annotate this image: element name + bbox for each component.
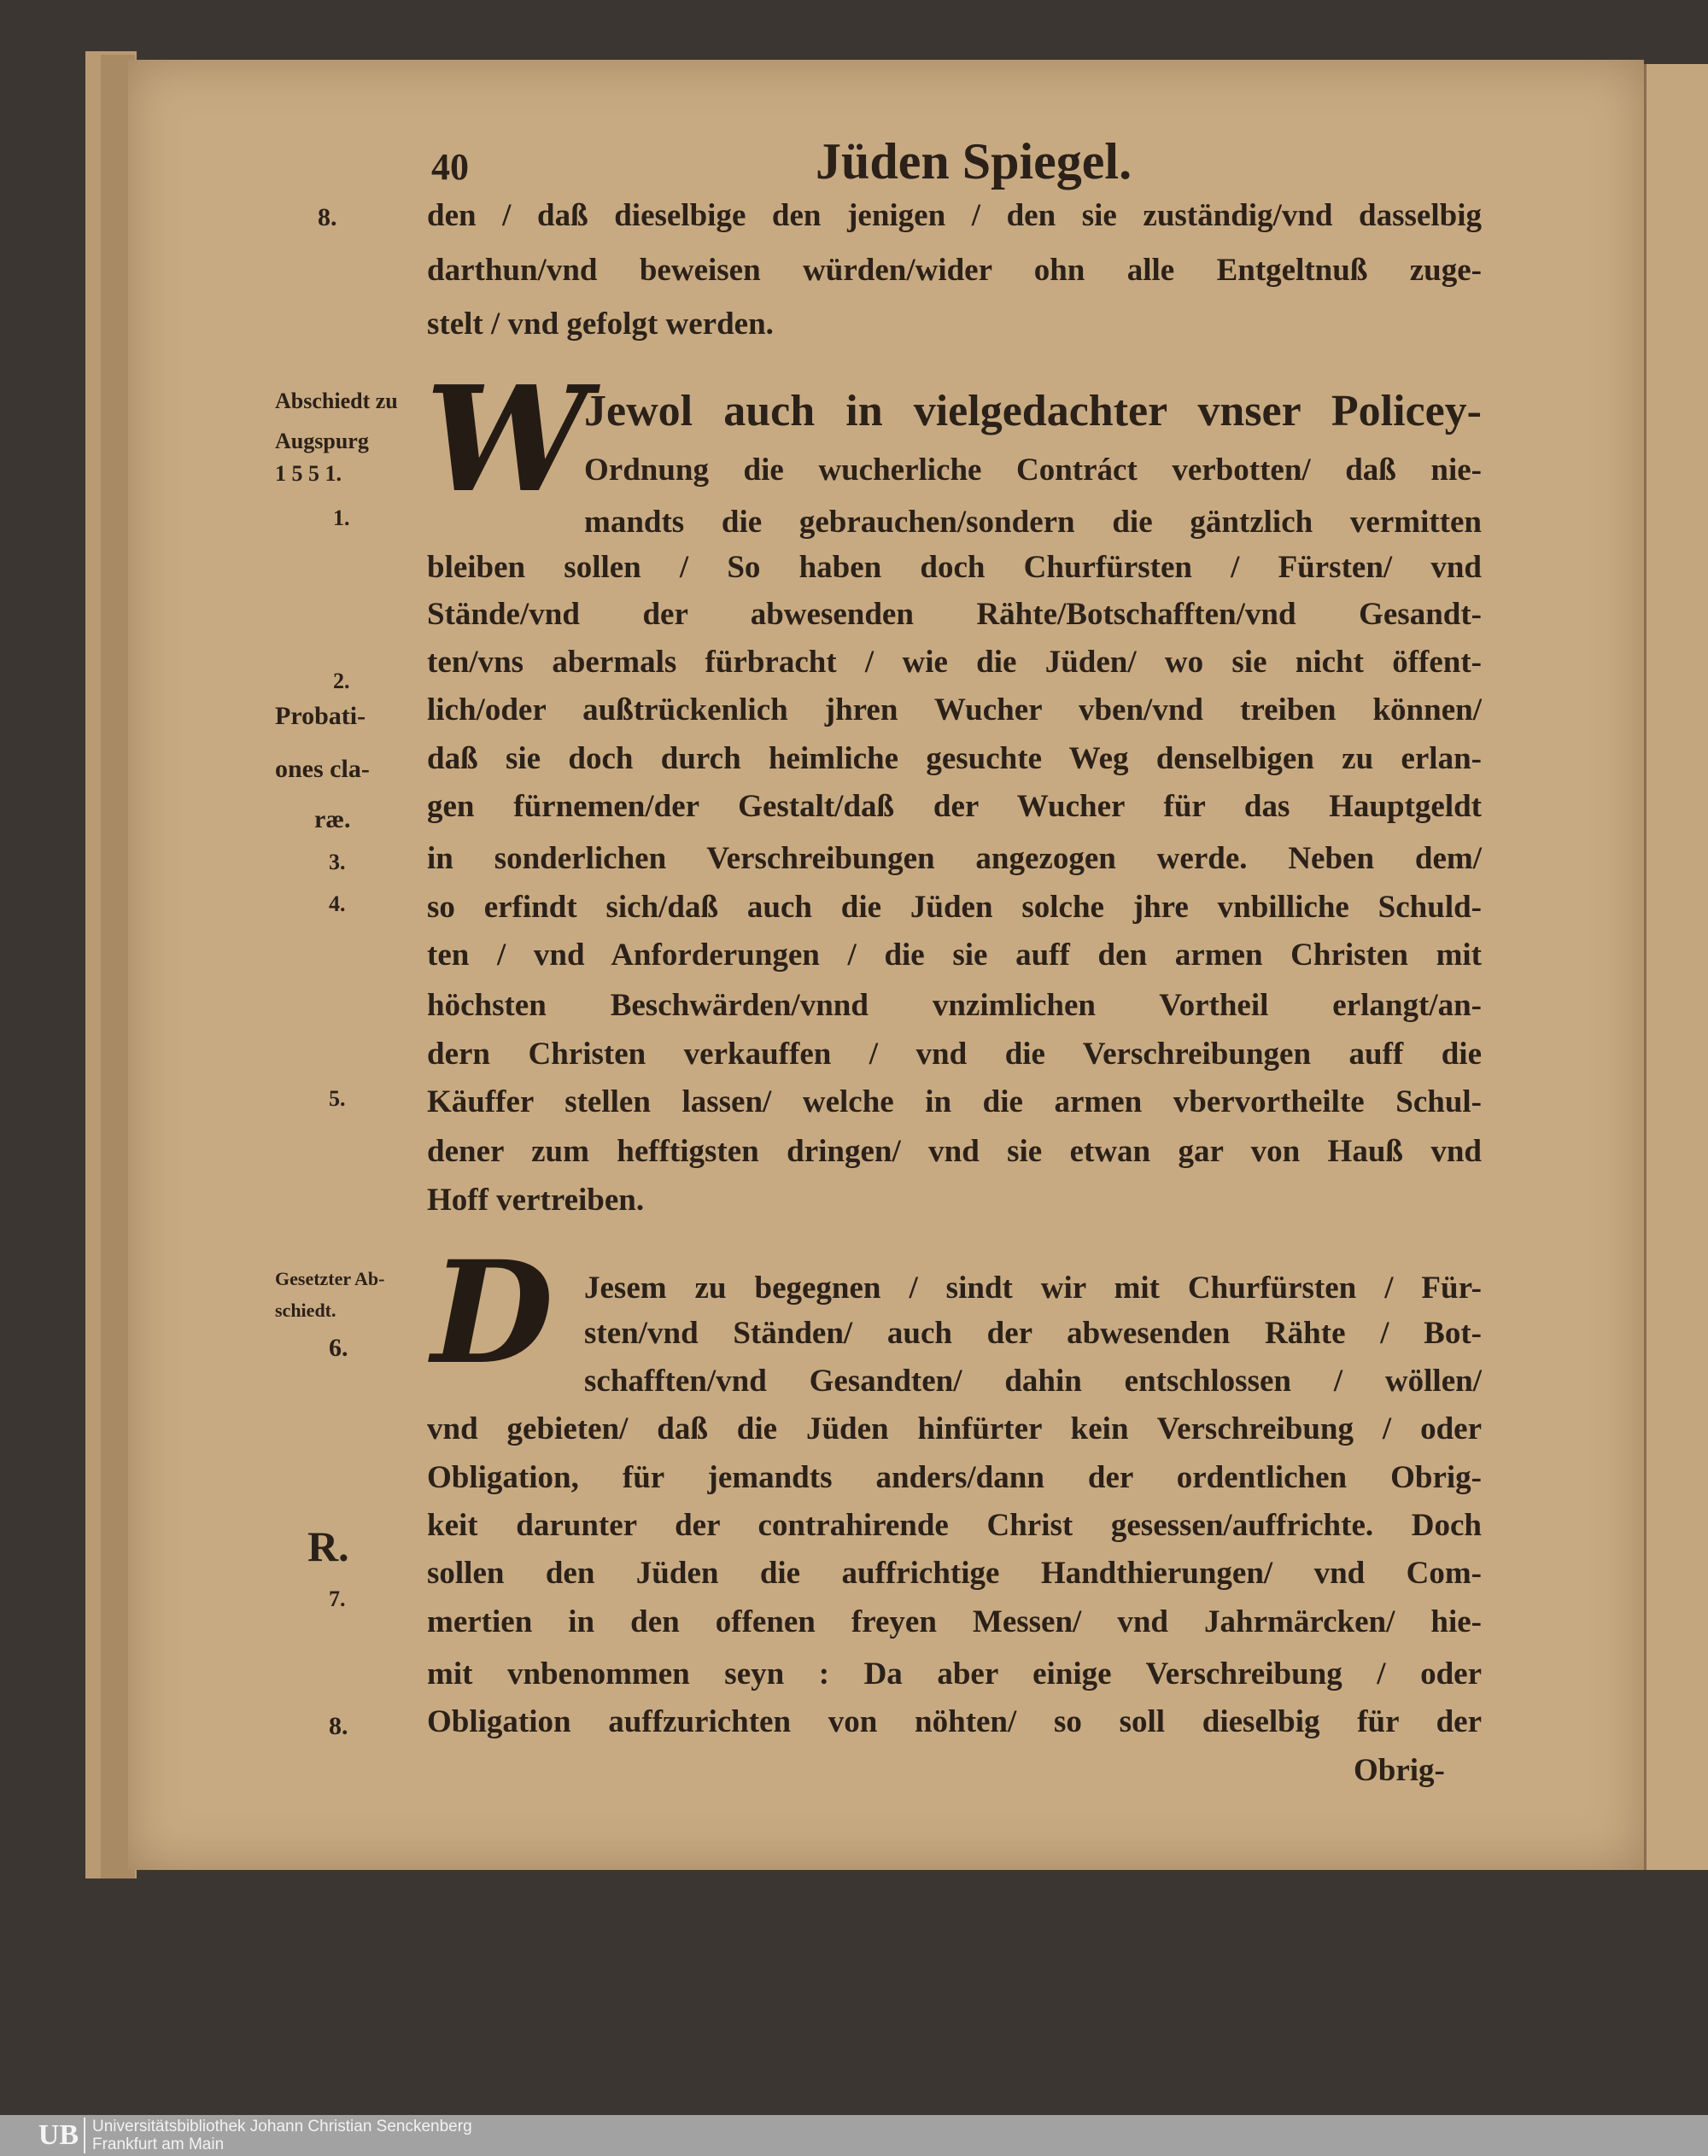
margin-note: Probati- bbox=[275, 702, 366, 730]
margin-note: schiedt. bbox=[275, 1300, 336, 1321]
margin-note: 4. bbox=[329, 891, 346, 916]
margin-note: Gesetzter Ab- bbox=[275, 1268, 385, 1289]
facing-page-edge bbox=[1644, 64, 1708, 1870]
ub-logo: UB bbox=[3, 2118, 85, 2153]
text-line: lich/oder außtrückenlich jhren Wucher vben/vnd treiben können/ bbox=[427, 692, 1482, 727]
text-line: Käuffer stellen lassen/ welche in die armen vbervortheilte Schul- bbox=[427, 1084, 1482, 1119]
text-line: dern Christen verkauffen / vnd die Verschreibungen auff die bbox=[427, 1037, 1482, 1072]
text-line: mertien in den offenen freyen Messen/ vnd Jahrmärcken/ hie- bbox=[427, 1604, 1482, 1639]
margin-note: 5. bbox=[329, 1086, 346, 1111]
text-line: mit vnbenommen seyn : Da aber einige Verschreibung / oder bbox=[427, 1656, 1482, 1691]
drop-cap-d: D bbox=[431, 1230, 554, 1395]
margin-note: 1. bbox=[333, 505, 350, 530]
margin-note: R. bbox=[307, 1522, 349, 1570]
text-line: Obligation, für jemandts anders/dann der ordentlichen Obrig- bbox=[427, 1460, 1482, 1495]
text-line: gen fürnemen/der Gestalt/daß der Wucher für das Hauptgeldt bbox=[427, 789, 1482, 824]
text-line: Stände/vnd der abwesenden Rähte/Botschafften/vnd Gesandt- bbox=[427, 597, 1482, 632]
margin-note: ræ. bbox=[314, 805, 351, 833]
margin-note: Augspurg bbox=[275, 429, 369, 453]
text-line: stelt / vnd gefolgt werden. bbox=[427, 307, 774, 342]
text-line: keit darunter der contrahirende Christ gesessen/auffrichte. Doch bbox=[427, 1508, 1482, 1543]
text-line: daß sie doch durch heimliche gesuchte Weg denselbigen zu erlan- bbox=[427, 741, 1482, 776]
text-line: Ordnung die wucherliche Contráct verbotten/ daß nie- bbox=[584, 453, 1482, 488]
text-line: ten / vnd Anforderungen / die sie auff den armen Christen mit bbox=[427, 938, 1482, 973]
text-line: Jewol auch in vielgedachter vnser Policey- bbox=[584, 387, 1482, 435]
margin-note: 3. bbox=[329, 850, 346, 874]
margin-note: Abschiedt zu bbox=[275, 389, 398, 413]
text-line: mandts die gebrauchen/sondern die gäntzlich vermitten bbox=[584, 505, 1482, 540]
library-name: Universitätsbibliothek Johann Christian Senckenberg bbox=[92, 2118, 472, 2136]
text-line: darthun/vnd beweisen würden/wider ohn alle Entgeltnuß zuge- bbox=[427, 253, 1482, 288]
drop-cap-w: W bbox=[425, 354, 588, 525]
text-line: Jesem zu begegnen / sindt wir mit Churfürsten / Für- bbox=[584, 1271, 1482, 1306]
text-line: dener zum hefftigsten dringen/ vnd sie etwan gar von Hauß vnd bbox=[427, 1134, 1482, 1169]
text-line: den / daß dieselbige den jenigen / den sie zuständig/vnd dasselbig bbox=[427, 198, 1482, 233]
text-line: so erfindt sich/daß auch die Jüden solche jhre vnbilliche Schuld- bbox=[427, 890, 1482, 925]
text-line: sollen den Jüden die auffrichtige Handthierungen/ vnd Com- bbox=[427, 1556, 1482, 1591]
margin-note: 2. bbox=[333, 669, 350, 693]
margin-note: 8. bbox=[329, 1712, 348, 1740]
margin-note: ones cla- bbox=[275, 755, 370, 783]
running-title: Jüden Spiegel. bbox=[816, 133, 1132, 190]
page-number: 40 bbox=[431, 146, 469, 188]
margin-note: 1 5 5 1. bbox=[275, 461, 342, 486]
text-line: vnd gebieten/ daß die Jüden hinfürter kein Verschreibung / oder bbox=[427, 1411, 1482, 1446]
text-line: ten/vns abermals fürbracht / wie die Jüden/ wo sie nicht öffent- bbox=[427, 645, 1482, 680]
text-line: schafften/vnd Gesandten/ dahin entschlossen / wöllen/ bbox=[584, 1364, 1482, 1399]
library-location: Frankfurt am Main bbox=[92, 2136, 225, 2153]
text-line: sten/vnd Ständen/ auch der abwesenden Rähte / Bot- bbox=[584, 1316, 1482, 1351]
catchword: Obrig- bbox=[1354, 1753, 1445, 1788]
margin-note: 7. bbox=[329, 1586, 346, 1611]
text-line: in sonderlichen Verschreibungen angezogen werde. Neben dem/ bbox=[427, 841, 1482, 876]
text-line: Hoff vertreiben. bbox=[427, 1183, 645, 1218]
margin-note: 6. bbox=[329, 1334, 348, 1362]
text-line: bleiben sollen / So haben doch Churfürsten / Fürsten/ vnd bbox=[427, 550, 1482, 585]
text-line: höchsten Beschwärden/vnnd vnzimlichen Vortheil erlangt/an- bbox=[427, 988, 1482, 1023]
text-line: Obligation auffzurichten von nöhten/ so soll dieselbig für der bbox=[427, 1704, 1482, 1739]
margin-note: 8. bbox=[318, 203, 337, 231]
